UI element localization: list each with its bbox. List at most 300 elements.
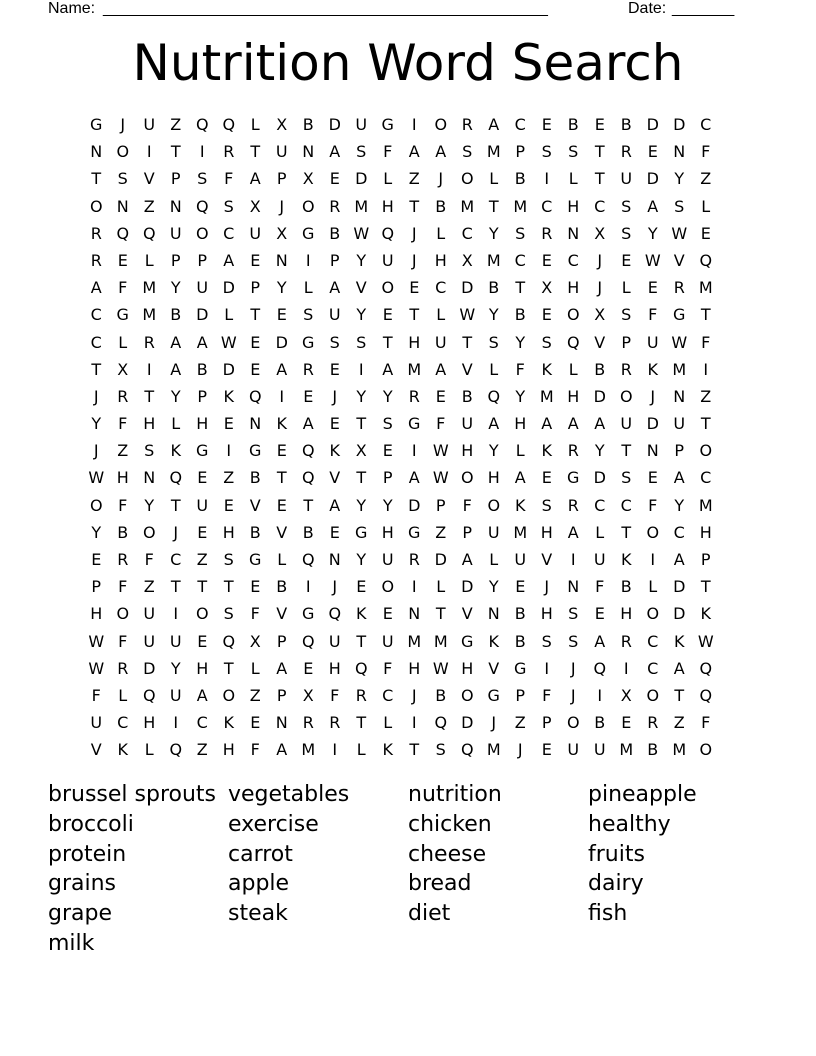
grid-letter[interactable]: T xyxy=(621,522,632,542)
grid-letter[interactable]: Q xyxy=(116,223,130,243)
grid-letter[interactable]: G xyxy=(302,604,315,624)
grid-letter[interactable]: N xyxy=(408,604,421,624)
grid-letter[interactable]: U xyxy=(169,685,182,705)
grid-letter[interactable]: H xyxy=(461,441,474,461)
grid-letter[interactable]: O xyxy=(566,305,580,325)
grid-letter[interactable]: F xyxy=(144,550,154,569)
grid-letter[interactable]: R xyxy=(117,550,129,569)
grid-letter[interactable]: U xyxy=(169,223,182,243)
grid-letter[interactable]: U xyxy=(249,223,262,243)
grid-letter[interactable]: Q xyxy=(301,631,315,651)
grid-letter[interactable]: H xyxy=(567,196,580,216)
grid-letter[interactable]: P xyxy=(91,577,102,597)
grid-letter[interactable]: T xyxy=(674,685,685,705)
grid-letter[interactable]: O xyxy=(195,223,209,243)
grid-letter[interactable]: Y xyxy=(91,522,102,542)
grid-letter[interactable]: F xyxy=(648,305,658,325)
grid-letter[interactable]: P xyxy=(674,441,685,461)
grid-letter[interactable]: N xyxy=(567,577,580,597)
grid-letter[interactable]: U xyxy=(355,115,368,134)
grid-letter[interactable]: P xyxy=(170,169,181,189)
grid-letter[interactable]: G xyxy=(249,441,262,461)
grid-letter[interactable]: P xyxy=(276,631,287,651)
grid-letter[interactable]: O xyxy=(89,196,103,216)
grid-letter[interactable]: I xyxy=(226,441,232,461)
grid-letter[interactable]: S xyxy=(541,631,552,651)
grid-letter[interactable]: C xyxy=(620,495,632,515)
grid-letter[interactable]: D xyxy=(593,386,606,406)
grid-letter[interactable]: I xyxy=(544,658,550,678)
grid-letter[interactable]: Z xyxy=(700,169,712,189)
grid-letter[interactable]: T xyxy=(356,631,367,651)
grid-letter[interactable]: G xyxy=(567,468,580,488)
grid-letter[interactable]: B xyxy=(435,685,447,705)
grid-letter[interactable]: Z xyxy=(196,550,208,569)
grid-letter[interactable]: A xyxy=(196,332,208,352)
grid-letter[interactable]: A xyxy=(567,414,579,434)
grid-letter[interactable]: Z xyxy=(249,685,261,705)
grid-letter[interactable]: F xyxy=(595,577,605,597)
grid-letter[interactable]: H xyxy=(540,522,553,542)
grid-letter[interactable]: U xyxy=(143,631,156,651)
grid-letter[interactable]: T xyxy=(435,604,446,624)
grid-letter[interactable]: G xyxy=(196,441,209,461)
grid-letter[interactable]: B xyxy=(117,522,129,542)
grid-letter[interactable]: S xyxy=(621,468,632,488)
grid-letter[interactable]: S xyxy=(674,196,685,216)
grid-letter[interactable]: S xyxy=(329,332,340,352)
grid-letter[interactable]: J xyxy=(650,386,656,406)
grid-letter[interactable]: Z xyxy=(514,713,526,733)
grid-letter[interactable]: Y xyxy=(356,250,367,270)
grid-letter[interactable]: Y xyxy=(356,550,367,569)
grid-letter[interactable]: H xyxy=(328,658,341,678)
grid-letter[interactable]: R xyxy=(620,359,632,379)
grid-letter[interactable]: J xyxy=(597,278,603,298)
grid-letter[interactable]: D xyxy=(673,115,686,134)
grid-letter[interactable]: C xyxy=(461,223,473,243)
grid-letter[interactable]: J xyxy=(597,250,603,270)
grid-letter[interactable]: E xyxy=(197,522,208,542)
grid-letter[interactable]: A xyxy=(302,414,314,434)
grid-letter[interactable]: Q xyxy=(142,685,156,705)
grid-letter[interactable]: F xyxy=(648,495,658,515)
grid-letter[interactable]: O xyxy=(487,495,501,515)
grid-letter[interactable]: L xyxy=(595,522,605,542)
grid-letter[interactable]: F xyxy=(118,577,128,597)
grid-letter[interactable]: Y xyxy=(356,305,367,325)
grid-letter[interactable]: L xyxy=(621,278,631,298)
grid-letter[interactable]: X xyxy=(302,169,314,189)
grid-letter[interactable]: D xyxy=(646,115,659,134)
grid-letter[interactable]: M xyxy=(407,359,422,379)
grid-letter[interactable]: W xyxy=(432,658,449,678)
grid-letter[interactable]: V xyxy=(461,604,473,624)
grid-letter[interactable]: E xyxy=(250,359,261,379)
grid-letter[interactable]: H xyxy=(143,713,156,733)
grid-letter[interactable]: C xyxy=(700,115,712,134)
grid-letter[interactable]: S xyxy=(515,223,526,243)
grid-letter[interactable]: R xyxy=(620,631,632,651)
grid-letter[interactable]: L xyxy=(701,196,711,216)
grid-letter[interactable]: D xyxy=(355,169,368,189)
grid-letter[interactable]: E xyxy=(621,713,632,733)
grid-letter[interactable]: I xyxy=(358,359,364,379)
grid-letter[interactable]: E xyxy=(250,332,261,352)
grid-letter[interactable]: L xyxy=(515,441,525,461)
grid-letter[interactable]: Y xyxy=(647,223,658,243)
grid-letter[interactable]: C xyxy=(117,713,129,733)
grid-letter[interactable]: L xyxy=(171,414,181,434)
grid-letter[interactable]: F xyxy=(383,142,393,162)
grid-letter[interactable]: C xyxy=(647,658,659,678)
grid-letter[interactable]: N xyxy=(169,196,182,216)
grid-letter[interactable]: N xyxy=(275,250,288,270)
grid-letter[interactable]: E xyxy=(647,142,658,162)
grid-letter[interactable]: U xyxy=(275,142,288,162)
grid-letter[interactable]: E xyxy=(250,713,261,733)
grid-letter[interactable]: V xyxy=(249,495,261,515)
grid-letter[interactable]: U xyxy=(143,604,156,624)
grid-letter[interactable]: A xyxy=(488,115,500,134)
grid-letter[interactable]: A xyxy=(329,142,341,162)
grid-letter[interactable]: S xyxy=(197,169,208,189)
grid-letter[interactable]: Y xyxy=(488,441,499,461)
grid-letter[interactable]: A xyxy=(488,414,500,434)
grid-letter[interactable]: K xyxy=(170,441,181,461)
grid-letter[interactable]: D xyxy=(408,495,421,515)
grid-letter[interactable]: C xyxy=(382,685,394,705)
grid-letter[interactable]: L xyxy=(383,713,393,733)
grid-letter[interactable]: L xyxy=(303,278,313,298)
grid-letter[interactable]: O xyxy=(646,685,660,705)
grid-letter[interactable]: Z xyxy=(408,169,420,189)
grid-letter[interactable]: E xyxy=(594,115,605,134)
grid-letter[interactable]: S xyxy=(356,332,367,352)
grid-letter[interactable]: U xyxy=(620,169,633,189)
grid-letter[interactable]: U xyxy=(514,550,527,569)
grid-letter[interactable]: F xyxy=(701,332,711,352)
grid-letter[interactable]: O xyxy=(619,386,633,406)
grid-letter[interactable]: R xyxy=(90,223,102,243)
grid-letter[interactable]: O xyxy=(116,604,130,624)
grid-letter[interactable]: G xyxy=(673,305,686,325)
grid-letter[interactable]: Q xyxy=(328,604,342,624)
grid-letter[interactable]: E xyxy=(250,577,261,597)
grid-letter[interactable]: L xyxy=(250,115,260,134)
grid-letter[interactable]: Y xyxy=(144,495,155,515)
grid-letter[interactable]: Y xyxy=(594,441,605,461)
grid-letter[interactable]: A xyxy=(435,359,447,379)
grid-letter[interactable]: K xyxy=(488,631,499,651)
grid-letter[interactable]: N xyxy=(328,550,341,569)
grid-letter[interactable]: G xyxy=(514,658,527,678)
grid-letter[interactable]: S xyxy=(435,740,446,760)
grid-letter[interactable]: A xyxy=(594,414,606,434)
grid-letter[interactable]: X xyxy=(276,223,288,243)
grid-letter[interactable]: P xyxy=(515,142,526,162)
grid-letter[interactable]: L xyxy=(436,305,446,325)
grid-letter[interactable]: A xyxy=(673,468,685,488)
grid-letter[interactable]: Z xyxy=(143,196,155,216)
grid-letter[interactable]: S xyxy=(223,550,234,569)
grid-letter[interactable]: I xyxy=(411,713,417,733)
grid-letter[interactable]: H xyxy=(222,740,235,760)
grid-letter[interactable]: E xyxy=(382,604,393,624)
grid-letter[interactable]: U xyxy=(620,414,633,434)
grid-letter[interactable]: C xyxy=(594,196,606,216)
grid-letter[interactable]: V xyxy=(594,332,606,352)
grid-letter[interactable]: R xyxy=(329,196,341,216)
grid-letter[interactable]: M xyxy=(539,386,554,406)
grid-letter[interactable]: O xyxy=(89,495,103,515)
grid-letter[interactable]: P xyxy=(515,685,526,705)
grid-letter[interactable]: D xyxy=(328,115,341,134)
grid-letter[interactable]: U xyxy=(487,522,500,542)
grid-letter[interactable]: T xyxy=(91,169,102,189)
grid-letter[interactable]: W xyxy=(671,332,688,352)
grid-letter[interactable]: B xyxy=(196,359,208,379)
grid-letter[interactable]: V xyxy=(541,550,553,569)
grid-letter[interactable]: E xyxy=(303,386,314,406)
grid-letter[interactable]: P xyxy=(621,332,632,352)
grid-letter[interactable]: G xyxy=(302,332,315,352)
grid-letter[interactable]: I xyxy=(279,386,285,406)
grid-letter[interactable]: Q xyxy=(169,468,183,488)
grid-letter[interactable]: S xyxy=(488,332,499,352)
grid-letter[interactable]: M xyxy=(486,142,501,162)
grid-letter[interactable]: A xyxy=(276,359,288,379)
grid-letter[interactable]: U xyxy=(673,414,686,434)
grid-letter[interactable]: Y xyxy=(276,278,287,298)
grid-letter[interactable]: W xyxy=(88,468,105,488)
grid-letter[interactable]: Z xyxy=(117,441,129,461)
grid-letter[interactable]: J xyxy=(173,522,179,542)
grid-letter[interactable]: R xyxy=(408,550,420,569)
grid-letter[interactable]: B xyxy=(249,522,261,542)
grid-letter[interactable]: D xyxy=(196,305,209,325)
grid-letter[interactable]: E xyxy=(541,740,552,760)
grid-letter[interactable]: T xyxy=(700,305,711,325)
grid-letter[interactable]: O xyxy=(434,115,448,134)
grid-letter[interactable]: H xyxy=(567,386,580,406)
grid-letter[interactable]: F xyxy=(462,495,472,515)
grid-letter[interactable]: W xyxy=(353,223,370,243)
grid-letter[interactable]: J xyxy=(332,577,338,597)
grid-letter[interactable]: W xyxy=(671,223,688,243)
grid-letter[interactable]: K xyxy=(621,550,632,569)
grid-letter[interactable]: J xyxy=(120,115,126,134)
grid-letter[interactable]: A xyxy=(567,522,579,542)
grid-letter[interactable]: E xyxy=(541,468,552,488)
grid-letter[interactable]: E xyxy=(276,495,287,515)
grid-letter[interactable]: C xyxy=(90,332,102,352)
grid-letter[interactable]: S xyxy=(303,305,314,325)
grid-letter[interactable]: K xyxy=(700,604,711,624)
grid-letter[interactable]: T xyxy=(409,305,420,325)
grid-letter[interactable]: O xyxy=(195,604,209,624)
grid-letter[interactable]: M xyxy=(672,359,687,379)
grid-letter[interactable]: B xyxy=(329,223,341,243)
grid-letter[interactable]: R xyxy=(302,359,314,379)
grid-letter[interactable]: L xyxy=(356,740,366,760)
grid-letter[interactable]: N xyxy=(673,142,686,162)
grid-letter[interactable]: P xyxy=(197,386,208,406)
grid-letter[interactable]: A xyxy=(408,142,420,162)
grid-letter[interactable]: F xyxy=(118,495,128,515)
grid-letter[interactable]: U xyxy=(461,414,474,434)
grid-letter[interactable]: L xyxy=(118,685,128,705)
grid-letter[interactable]: L xyxy=(648,577,658,597)
grid-letter[interactable]: S xyxy=(223,196,234,216)
grid-letter[interactable]: U xyxy=(567,740,580,760)
grid-letter[interactable]: W xyxy=(644,250,661,270)
grid-letter[interactable]: I xyxy=(305,250,311,270)
grid-letter[interactable]: J xyxy=(517,740,523,760)
grid-letter[interactable]: L xyxy=(277,550,287,569)
grid-letter[interactable]: M xyxy=(513,522,528,542)
grid-letter[interactable]: B xyxy=(620,115,632,134)
grid-letter[interactable]: T xyxy=(276,468,287,488)
grid-letter[interactable]: F xyxy=(118,631,128,651)
grid-letter[interactable]: B xyxy=(514,169,526,189)
grid-letter[interactable]: K xyxy=(223,386,234,406)
grid-letter[interactable]: S xyxy=(568,142,579,162)
grid-letter[interactable]: O xyxy=(381,577,395,597)
grid-letter[interactable]: Z xyxy=(196,740,208,760)
grid-letter[interactable]: H xyxy=(90,604,103,624)
grid-letter[interactable]: E xyxy=(117,250,128,270)
grid-letter[interactable]: O xyxy=(142,522,156,542)
grid-letter[interactable]: R xyxy=(329,713,341,733)
grid-letter[interactable]: B xyxy=(488,278,500,298)
grid-letter[interactable]: M xyxy=(354,196,369,216)
grid-letter[interactable]: C xyxy=(673,522,685,542)
grid-letter[interactable]: V xyxy=(461,359,473,379)
grid-letter[interactable]: T xyxy=(303,495,314,515)
grid-letter[interactable]: Q xyxy=(593,658,607,678)
grid-letter[interactable]: K xyxy=(382,740,393,760)
grid-letter[interactable]: J xyxy=(570,685,576,705)
grid-letter[interactable]: R xyxy=(620,142,632,162)
grid-letter[interactable]: L xyxy=(144,250,154,270)
grid-letter[interactable]: P xyxy=(382,468,393,488)
grid-letter[interactable]: Y xyxy=(515,386,526,406)
grid-letter[interactable]: T xyxy=(621,441,632,461)
grid-letter[interactable]: J xyxy=(544,577,550,597)
grid-letter[interactable]: M xyxy=(698,278,713,298)
grid-letter[interactable]: N xyxy=(249,414,262,434)
grid-letter[interactable]: L xyxy=(489,359,499,379)
grid-letter[interactable]: A xyxy=(435,142,447,162)
grid-letter[interactable]: M xyxy=(460,196,475,216)
grid-letter[interactable]: A xyxy=(673,658,685,678)
grid-letter[interactable]: A xyxy=(594,631,606,651)
grid-letter[interactable]: C xyxy=(196,713,208,733)
grid-letter[interactable]: U xyxy=(381,250,394,270)
grid-letter[interactable]: R xyxy=(541,223,553,243)
grid-letter[interactable]: H xyxy=(540,604,553,624)
grid-letter[interactable]: E xyxy=(329,169,340,189)
grid-letter[interactable]: H xyxy=(196,414,209,434)
grid-letter[interactable]: A xyxy=(541,414,553,434)
grid-letter[interactable]: A xyxy=(170,359,182,379)
grid-letter[interactable]: T xyxy=(382,332,393,352)
grid-letter[interactable]: V xyxy=(329,468,341,488)
grid-letter[interactable]: A xyxy=(90,278,102,298)
grid-letter[interactable]: B xyxy=(514,631,526,651)
grid-letter[interactable]: J xyxy=(491,713,497,733)
grid-letter[interactable]: Y xyxy=(91,414,102,434)
grid-letter[interactable]: I xyxy=(650,550,656,569)
grid-letter[interactable]: U xyxy=(169,631,182,651)
grid-letter[interactable]: U xyxy=(328,631,341,651)
grid-letter[interactable]: J xyxy=(93,386,99,406)
grid-letter[interactable]: H xyxy=(381,196,394,216)
grid-letter[interactable]: Q xyxy=(699,250,713,270)
grid-letter[interactable]: T xyxy=(700,577,711,597)
grid-letter[interactable]: U xyxy=(646,332,659,352)
grid-letter[interactable]: I xyxy=(146,142,152,162)
grid-letter[interactable]: L xyxy=(489,169,499,189)
grid-letter[interactable]: L xyxy=(144,740,154,760)
grid-letter[interactable]: C xyxy=(647,631,659,651)
grid-letter[interactable]: T xyxy=(250,305,261,325)
grid-letter[interactable]: D xyxy=(646,414,659,434)
grid-letter[interactable]: E xyxy=(382,441,393,461)
grid-letter[interactable]: B xyxy=(567,115,579,134)
grid-letter[interactable]: E xyxy=(276,441,287,461)
grid-letter[interactable]: E xyxy=(91,550,102,569)
grid-letter[interactable]: P xyxy=(462,522,473,542)
grid-letter[interactable]: N xyxy=(567,223,580,243)
grid-letter[interactable]: B xyxy=(435,196,447,216)
grid-letter[interactable]: A xyxy=(196,685,208,705)
grid-letter[interactable]: R xyxy=(567,441,579,461)
grid-letter[interactable]: E xyxy=(594,604,605,624)
grid-letter[interactable]: X xyxy=(620,685,632,705)
grid-letter[interactable]: Q xyxy=(354,658,368,678)
grid-letter[interactable]: T xyxy=(409,196,420,216)
grid-letter[interactable]: O xyxy=(699,740,713,760)
grid-letter[interactable]: P xyxy=(700,550,711,569)
grid-letter[interactable]: Q xyxy=(301,468,315,488)
grid-letter[interactable]: O xyxy=(460,685,474,705)
grid-letter[interactable]: F xyxy=(383,658,393,678)
grid-letter[interactable]: H xyxy=(116,468,129,488)
grid-letter[interactable]: E xyxy=(541,250,552,270)
grid-letter[interactable]: C xyxy=(90,305,102,325)
grid-letter[interactable]: T xyxy=(409,740,420,760)
grid-letter[interactable]: F xyxy=(118,278,128,298)
grid-letter[interactable]: M xyxy=(433,631,448,651)
grid-letter[interactable]: F xyxy=(224,169,234,189)
grid-letter[interactable]: B xyxy=(461,386,473,406)
grid-letter[interactable]: I xyxy=(305,577,311,597)
grid-letter[interactable]: H xyxy=(567,278,580,298)
grid-letter[interactable]: K xyxy=(356,604,367,624)
grid-letter[interactable]: O xyxy=(460,468,474,488)
grid-letter[interactable]: O xyxy=(301,196,315,216)
grid-letter[interactable]: M xyxy=(301,740,316,760)
grid-letter[interactable]: R xyxy=(408,386,420,406)
grid-letter[interactable]: S xyxy=(462,142,473,162)
grid-letter[interactable]: B xyxy=(514,305,526,325)
grid-letter[interactable]: J xyxy=(570,658,576,678)
grid-letter[interactable]: O xyxy=(460,169,474,189)
grid-letter[interactable]: O xyxy=(116,142,130,162)
grid-letter[interactable]: L xyxy=(436,223,446,243)
